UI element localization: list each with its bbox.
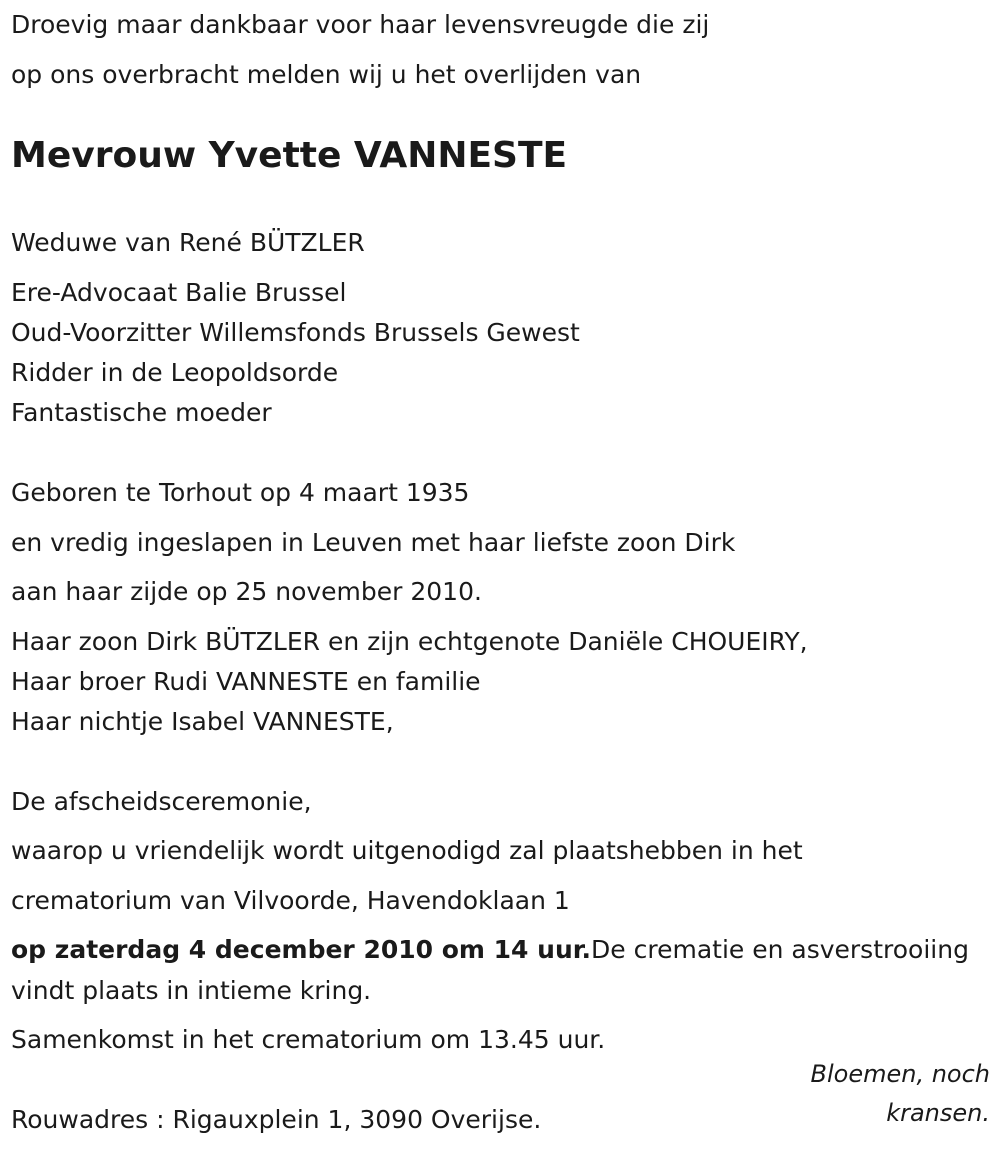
title-item: Fantastische moeder <box>11 398 272 427</box>
death-line-2: aan haar zijde op 25 november 2010. <box>11 577 482 606</box>
mourning-address: Rouwadres : Rigauxplein 1, 3090 Overijse. <box>11 1105 542 1134</box>
title-item: Ere-Advocaat Balie Brussel <box>11 278 347 307</box>
birth-line: Geboren te Torhout op 4 maart 1935 <box>11 478 470 507</box>
intro-line-2: op ons overbracht melden wij u het overlijden van <box>11 60 642 89</box>
death-line-1: en vredig ingeslapen in Leuven met haar liefste zoon Dirk <box>11 528 736 557</box>
title-item: Ridder in de Leopoldsorde <box>11 358 339 387</box>
ceremony-line-5: vindt plaats in intieme kring. <box>11 976 372 1005</box>
ceremony-date: op zaterdag 4 december 2010 om 14 uur. <box>11 935 592 964</box>
gathering-line: Samenkomst in het crematorium om 13.45 uur. <box>11 1025 606 1054</box>
family-line: Haar nichtje Isabel VANNESTE, <box>11 707 394 736</box>
ceremony-line-1: De afscheidsceremonie, <box>11 787 312 816</box>
ceremony-date-line <box>11 937 969 962</box>
widow-line: Weduwe van René BÜTZLER <box>11 228 365 257</box>
cremation-note: De crematie en asverstrooiing <box>591 935 969 964</box>
ceremony-line-3: crematorium van Vilvoorde, Havendoklaan 1 <box>11 886 570 915</box>
ceremony-line-2: waarop u vriendelijk wordt uitgenodigd zal plaatshebben in het <box>11 836 803 865</box>
flowers-line-1: Bloemen, noch <box>810 1060 990 1088</box>
family-line: Haar zoon Dirk BÜTZLER en zijn echtgenote Daniële CHOUEIRY, <box>11 627 808 656</box>
intro-line-1: Droevig maar dankbaar voor haar levensvreugde die zij <box>11 10 710 39</box>
flowers-line-2: kransen. <box>886 1099 990 1127</box>
deceased-name: Mevrouw Yvette VANNESTE <box>11 135 568 176</box>
family-line: Haar broer Rudi VANNESTE en familie <box>11 667 481 696</box>
title-item: Oud-Voorzitter Willemsfonds Brussels Gewest <box>11 318 580 347</box>
